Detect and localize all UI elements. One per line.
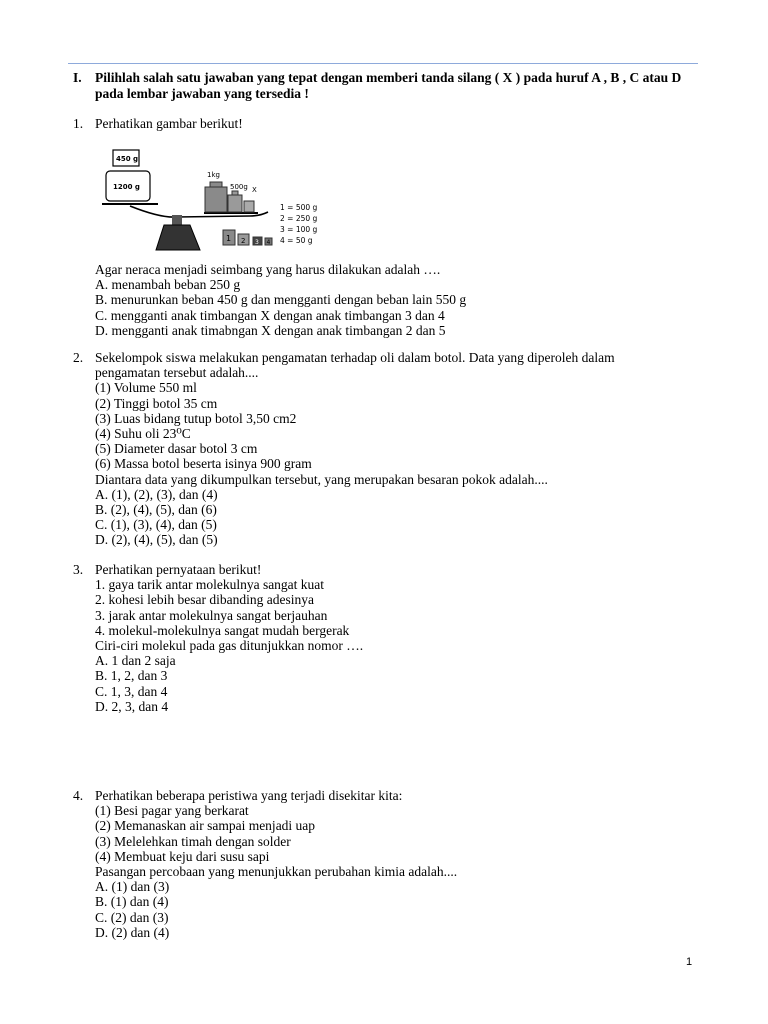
question-prompt: Pasangan percobaan yang menunjukkan perubahan kimia adalah.... — [95, 864, 458, 880]
question-number: 3. — [73, 562, 84, 577]
option-b: B. 1, 2, dan 3 — [95, 668, 168, 684]
data-item: (6) Massa botol beserta isinya 900 gram — [95, 456, 312, 472]
statement-item: 1. gaya tarik antar molekulnya sangat kuat — [95, 577, 325, 593]
option-d: D. mengganti anak timabngan X dengan anak timbangan 2 dan 5 — [95, 322, 446, 338]
weight-500g-knob — [232, 191, 238, 195]
weight-450g-label: 450 g — [116, 155, 139, 163]
option-b: B. (2), (4), (5), dan (6) — [95, 502, 217, 518]
data-item: (2) Tinggi botol 35 cm — [95, 395, 218, 411]
question-prompt: Ciri-ciri molekul pada gas ditunjukkan nomor …. — [95, 638, 364, 654]
data-item: (4) Suhu oli 23⁰C — [95, 426, 191, 442]
weight-500g — [228, 195, 242, 212]
data-item: (1) Volume 550 ml — [95, 380, 197, 396]
option-c: C. (2) dan (3) — [95, 909, 169, 925]
option-d: D. (2), (4), (5), dan (5) — [95, 532, 218, 548]
question-line: Perhatikan beberapa peristiwa yang terjadi disekitar kita: — [95, 788, 403, 803]
weight-1kg-knob — [210, 182, 222, 187]
weight-1200g-label: 1200 g — [113, 183, 140, 191]
option-a: A. menambah beban 250 g — [95, 277, 241, 293]
box-3-label: 3 — [255, 239, 259, 246]
option-a: A. (1) dan (3) — [95, 879, 170, 895]
balance-scale-figure — [100, 140, 330, 255]
option-d: D. (2) dan (4) — [95, 924, 170, 940]
question-prompt: Diantara data yang dikumpulkan tersebut, yang merupakan besaran pokok adalah.... — [95, 471, 548, 487]
box-2-label: 2 — [241, 237, 246, 245]
header-rule — [68, 63, 698, 64]
weights-legend — [280, 203, 318, 245]
question-number: 4. — [73, 788, 84, 803]
event-item: (2) Memanaskan air sampai menjadi uap — [95, 818, 316, 834]
question-line: Sekelompok siswa melakukan pengamatan terhadap oli dalam botol. Data yang diperoleh dalam — [95, 350, 615, 365]
statement-item: 4. molekul-molekulnya sangat mudah bergerak — [95, 622, 350, 638]
legend-item: 4 = 50 g — [280, 236, 313, 245]
weight-x — [244, 201, 254, 212]
option-b: B. (1) dan (4) — [95, 894, 169, 910]
event-item: (4) Membuat keju dari susu sapi — [95, 848, 270, 864]
weight-500g-label: 500g — [230, 183, 248, 191]
data-item: (5) Diameter dasar botol 3 cm — [95, 441, 258, 457]
statement-item: 3. jarak antar molekulnya sangat berjauhan — [95, 607, 328, 623]
question-line: Perhatikan gambar berikut! — [95, 116, 243, 131]
page-number: 1 — [686, 956, 693, 968]
legend-item: 3 = 100 g — [280, 225, 318, 234]
question-line: pengamatan tersebut adalah.... — [95, 365, 259, 381]
option-c: C. mengganti anak timbangan X dengan anak timbangan 3 dan 4 — [95, 307, 445, 323]
option-d: D. 2, 3, dan 4 — [95, 698, 169, 714]
question-prompt: Agar neraca menjadi seimbang yang harus dilakukan adalah …. — [95, 262, 441, 277]
box-4-label: 4 — [266, 239, 271, 246]
fulcrum-joint — [172, 215, 182, 225]
question-line: Perhatikan pernyataan berikut! — [95, 562, 262, 577]
legend-item: 2 = 250 g — [280, 214, 318, 223]
option-b: B. menurunkan beban 450 g dan mengganti dengan beban lain 550 g — [95, 292, 467, 308]
statement-item: 2. kohesi lebih besar dibanding adesinya — [95, 592, 314, 608]
option-c: C. 1, 3, dan 4 — [95, 683, 168, 699]
option-c: C. (1), (3), (4), dan (5) — [95, 517, 217, 533]
balance-base — [156, 225, 200, 250]
data-item: (3) Luas bidang tutup botol 3,50 cm2 — [95, 410, 297, 426]
option-a: A. 1 dan 2 saja — [95, 653, 176, 669]
weight-x-label: X — [252, 186, 257, 194]
option-a: A. (1), (2), (3), dan (4) — [95, 486, 218, 502]
section-number: I. — [73, 70, 82, 85]
legend-item: 1 = 500 g — [280, 203, 318, 212]
section-instruction-text: Pilihlah salah satu jawaban yang tepat dengan memberi tanda silang ( X ) pada huruf A , B , C atau D pada lembar jawaban yang tersedia ! — [95, 70, 682, 101]
weight-1kg-label: 1kg — [207, 171, 220, 179]
event-item: (3) Melelehkan timah dengan solder — [95, 833, 291, 849]
question-number: 1. — [73, 116, 84, 131]
question-number: 2. — [73, 350, 84, 365]
box-1-label: 1 — [226, 234, 232, 243]
weight-1kg — [205, 187, 227, 212]
event-item: (1) Besi pagar yang berkarat — [95, 803, 249, 819]
